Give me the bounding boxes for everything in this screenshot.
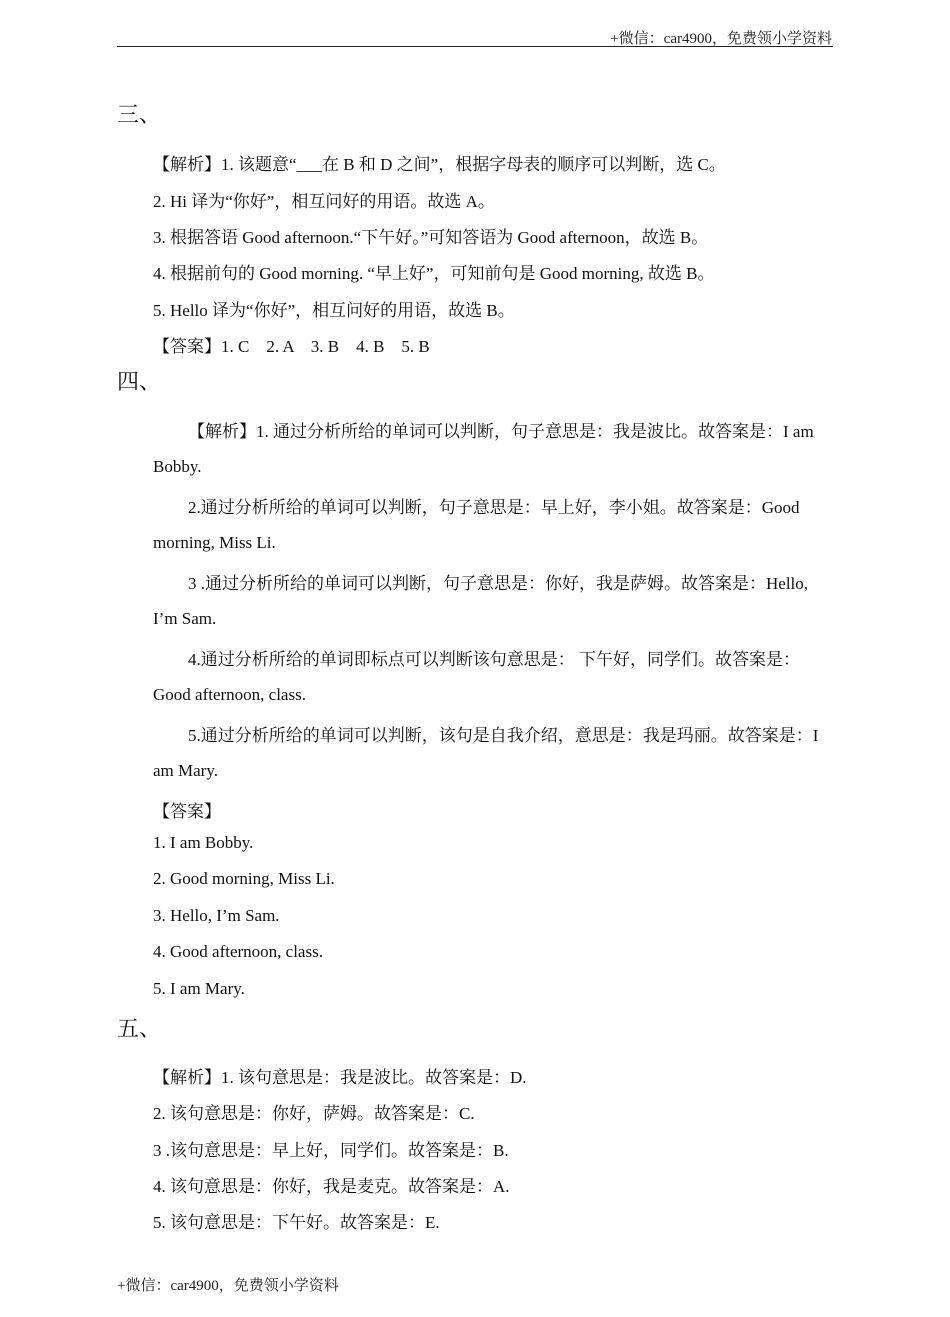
section-4-title: 四、 <box>117 369 162 394</box>
section-4-analysis-1-cont: Bobby. <box>153 457 202 476</box>
section-4-analysis-1: 【解析】1. 通过分析所给的单词可以判断，句子意思是：我是波比。故答案是：I am <box>188 422 814 441</box>
section-4-analysis-3: 3 .通过分析所给的单词可以判断，句子意思是：你好，我是萨姆。故答案是：Hello, <box>188 574 809 593</box>
section-3-line-1: 【解析】1. 该题意“___在 B 和 D 之间”，根据字母表的顺序可以判断，选 C。 <box>153 155 726 174</box>
section-4-analysis-2-cont: morning, Miss Li. <box>153 533 276 552</box>
section-4-answer-5: 5. I am Mary. <box>153 979 245 998</box>
section-4-analysis-2: 2.通过分析所给的单词可以判断，句子意思是：早上好，李小姐。故答案是：Good <box>188 498 800 517</box>
section-4-analysis-4: 4.通过分析所给的单词即标点可以判断该句意思是： 下午好，同学们。故答案是： <box>188 650 800 669</box>
section-3-answer: 【答案】1. C 2. A 3. B 4. B 5. B <box>153 337 430 356</box>
header-rule <box>117 46 833 47</box>
section-4-analysis-4-cont: Good afternoon, class. <box>153 685 306 704</box>
page-header: +微信：car4900，免费领小学资料 <box>610 31 832 47</box>
section-5-line-4: 4. 该句意思是：你好，我是麦克。故答案是：A. <box>153 1177 510 1196</box>
section-4-answer-2: 2. Good morning, Miss Li. <box>153 869 335 888</box>
section-4-analysis-3-cont: I’m Sam. <box>153 609 217 628</box>
section-3-line-3: 3. 根据答语 Good afternoon.“下午好。”可知答语为 Good afternoon，故选 B。 <box>153 228 709 247</box>
section-5-line-5: 5. 该句意思是：下午好。故答案是：E. <box>153 1213 440 1232</box>
section-4-answer-3: 3. Hello, I’m Sam. <box>153 906 280 925</box>
section-3-line-2: 2. Hi 译为“你好”，相互问好的用语。故选 A。 <box>153 192 495 211</box>
section-4-answer-label: 【答案】 <box>153 802 221 821</box>
section-3-title: 三、 <box>117 102 162 127</box>
section-5-line-1: 【解析】1. 该句意思是：我是波比。故答案是：D. <box>153 1068 527 1087</box>
section-4-answer-4: 4. Good afternoon, class. <box>153 942 323 961</box>
section-5-line-2: 2. 该句意思是：你好，萨姆。故答案是：C. <box>153 1104 475 1123</box>
section-5-title: 五、 <box>117 1016 162 1041</box>
section-4-analysis-5: 5.通过分析所给的单词可以判断，该句是自我介绍，意思是：我是玛丽。故答案是：I <box>188 726 819 745</box>
page-footer: +微信：car4900，免费领小学资料 <box>117 1278 339 1294</box>
section-3-line-4: 4. 根据前句的 Good morning. “早上好”，可知前句是 Good morning, 故选 B。 <box>153 264 715 283</box>
section-3-line-5: 5. Hello 译为“你好”，相互问好的用语，故选 B。 <box>153 301 515 320</box>
section-4-analysis-5-cont: am Mary. <box>153 761 218 780</box>
section-5-line-3: 3 .该句意思是：早上好，同学们。故答案是：B. <box>153 1141 509 1160</box>
section-4-answer-1: 1. I am Bobby. <box>153 833 254 852</box>
